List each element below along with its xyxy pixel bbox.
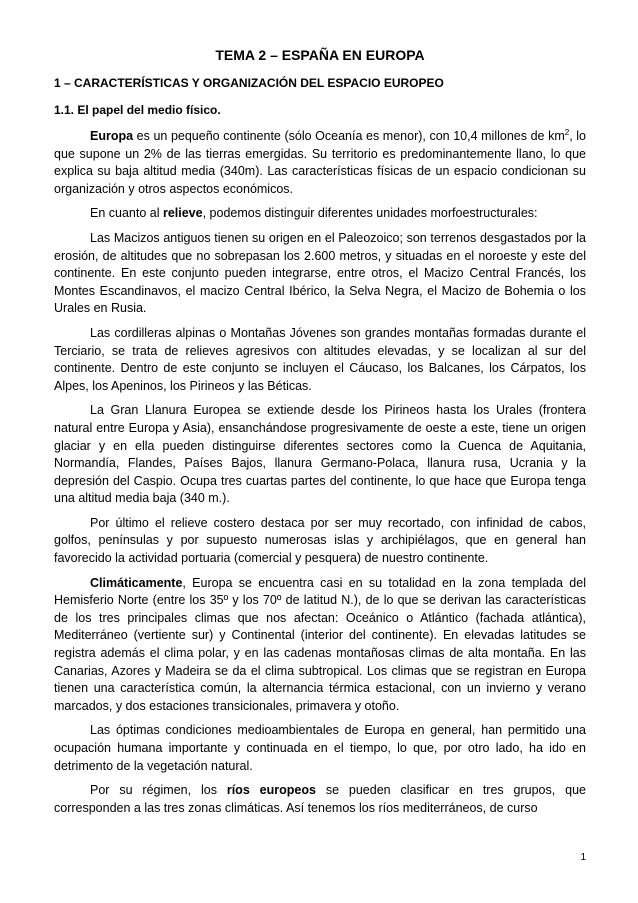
paragraph-text: , Europa se encuentra casi en su totalidad en la zona templada del Hemisferio Norte (entre los 35º y los 70º de latitud N.), de lo que se derivan las características de los tres principales climas que nos afectan: Oceánico o Atlántico (fachada atlántica), Mediterráneo (vertiente sur) y Continental (interior del continente). En elevadas latitudes se registra además el clima polar, y en las cadenas montañosas climas de alta montaña. En las Canarias, Azores y Madeira se da el clima subtropical. Los climas que se registran en Europa tienen una característica común, la alternancia térmica estacional, con un invierno y verano marcados, y dos estaciones transicionales, primavera y otoño. <box>54 575 586 713</box>
subsection-heading: 1.1. El papel del medio físico. <box>54 103 221 117</box>
paragraph-text: es un pequeño continente (sólo Oceanía es menor), con 10,4 millones de km <box>133 129 565 143</box>
bold-term: relieve <box>162 206 203 221</box>
page-number: 1 <box>580 852 586 863</box>
section-heading: 1 – CARACTERÍSTICAS Y ORGANIZACIÓN DEL ESPACIO EUROPEO <box>54 76 444 90</box>
paragraph-macizos: Las Macizos antiguos tienen su origen en el Paleozoico; son terrenos desgastados por la erosión, de altitudes que no sobrepasan los 2.600 metros, y situadas en el noroeste y este del continente. En este conjunto pueden integrarse, entre otros, el Macizo Central Francés, los Montes Escandinavos, el macizo Central Ibérico, la Selva Negra, el Macizo de Bohemia o los Urales en Rusia. <box>54 230 586 316</box>
document-page <box>54 47 586 824</box>
bold-term: ríos europeos <box>226 783 316 798</box>
paragraph-text: Por su régimen, los <box>90 783 227 798</box>
paragraph-text: En cuanto al <box>90 206 163 221</box>
paragraph-costas: Por último el relieve costero destaca por ser muy recortado, con infinidad de cabos, golfos, penínsulas y por supuesto numerosas islas y archipiélagos, que en general han favorecido la actividad portuaria (comercial y pesquera) de nuestro continente. <box>54 515 586 566</box>
document-title: TEMA 2 – ESPAÑA EN EUROPA <box>215 47 425 63</box>
paragraph-intro <box>54 128 586 198</box>
paragraph-cordilleras: Las cordilleras alpinas o Montañas Jóvenes son grandes montañas formadas durante el Terciario, se trata de relieves agresivos con altitudes elevadas, y se localizan al sur del continente. Dentro de este conjunto se incluyen el Cáucaso, los Balcanes, los Cárpatos, los Alpes, los Apeninos, los Pirineos y las Béticas. <box>54 325 586 393</box>
paragraph-rios <box>54 782 586 817</box>
paragraph-relieve <box>54 205 586 223</box>
paragraph-clima <box>54 575 586 716</box>
paragraph-llanura: La Gran Llanura Europea se extiende desde los Pirineos hasta los Urales (frontera natural entre Europa y Asia), ensanchándose progresivamente de oeste a este, tiene un origen glaciar y en ella pueden distinguirse diferentes sectores como la Cuenca de Aquitania, Normandía, Flandes, Países Bajos, llanura Germano-Polaca, llanura rusa, Ucrania y la depresión del Caspio. Ocupa tres cuartas partes del continente, lo que hace que Europa tenga una altitud media baja (340 m.). <box>54 403 586 506</box>
bold-term: Climáticamente <box>90 575 183 590</box>
bold-term: Europa <box>90 129 134 143</box>
paragraph-vegetacion: Las óptimas condiciones medioambientales de Europa en general, han permitido una ocupación humana importante y continuada en el tiempo, lo que, por otro lado, ha ido en detrimento de la vegetación natural. <box>54 723 586 773</box>
paragraph-text: , lo que supone un 2% de las tierras emergidas. Su territorio es predominantemente llano, lo que explica su baja altitud media (340m). Las características físicas de un espacio condicionan su organización y otros aspectos económicos. <box>54 129 586 196</box>
paragraph-text: se pueden clasificar en tres grupos, que corresponden a las tres zonas climáticas. Así tenemos los ríos mediterráneos, de curso <box>54 783 586 815</box>
superscript: 2 <box>564 127 570 137</box>
paragraph-text: , podemos distinguir diferentes unidades morfoestructurales: <box>202 206 538 221</box>
